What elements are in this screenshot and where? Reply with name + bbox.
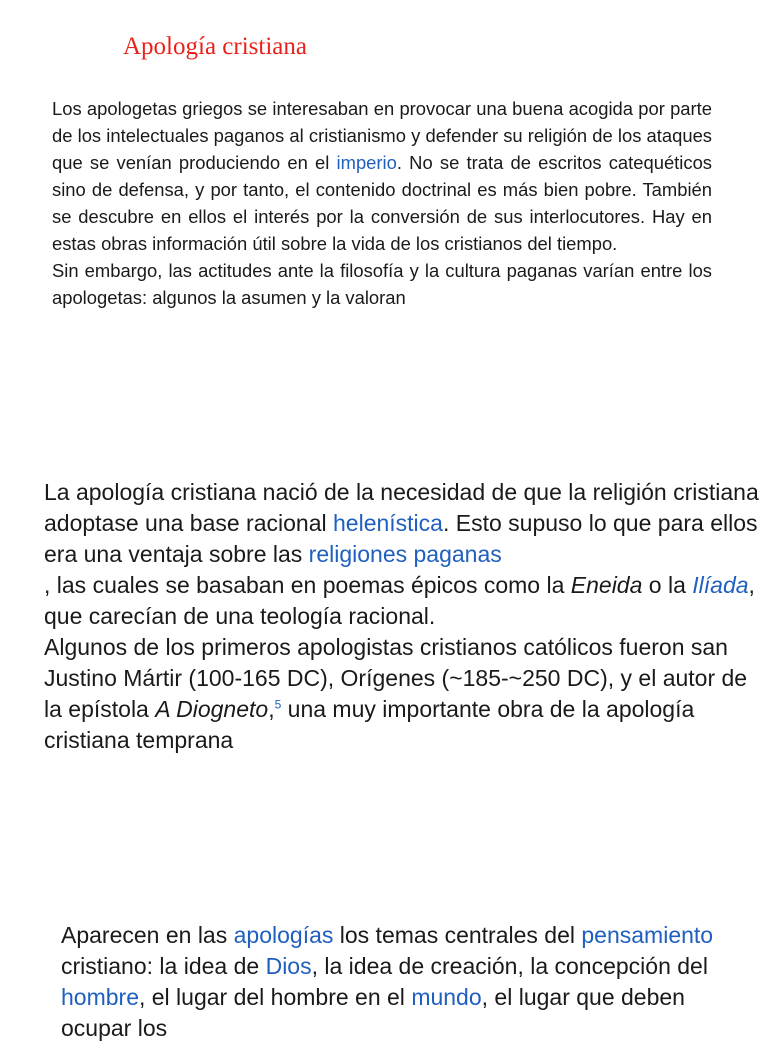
text-run: . No se trata de escritos catequéticos sino de defensa, y por tanto, el contenido doctrinal es más bien pobre. También se descubre en ellos el interés por la conversión de sus interlocutores. Hay en estas obras información útil sobre la vida de los cristianos del tiempo. — [52, 152, 712, 254]
page-title: Apología cristiana — [123, 33, 307, 60]
text-run: , el lugar del hombre en el — [138, 984, 412, 1010]
text-run: una muy importante obra de la apología cristiana temprana — [44, 696, 695, 753]
link-mundo[interactable]: mundo — [411, 984, 482, 1010]
themes-text-block — [61, 920, 751, 1044]
text-run: Aparecen en las — [61, 922, 234, 948]
link-religiones-paganas[interactable]: religiones paganas — [308, 541, 502, 567]
link-apologias[interactable]: apologías — [233, 922, 334, 948]
text-run: , las cuales se basaban en poemas épicos como la — [44, 572, 571, 598]
text-run: o la — [642, 572, 693, 598]
diogneto-title: A Diogneto — [155, 696, 269, 722]
footnote-link[interactable]: 5 — [274, 697, 282, 712]
text-run: , que carecían de una teología racional. — [44, 572, 755, 629]
text-run: , — [268, 696, 275, 722]
text-run: Los apologetas griegos se interesaban en provocar una buena acogida por parte de los intelectuales paganos al cristianismo y defender su religión de los ataques que se venían produciendo en el — [52, 98, 712, 173]
origin-text-block — [44, 477, 764, 756]
text-run: cristiano: la idea de — [61, 953, 266, 979]
text-run: los temas centrales del — [333, 922, 582, 948]
link-pensamiento[interactable]: pensamiento — [581, 922, 714, 948]
link-iliada[interactable]: Ilíada — [692, 572, 749, 598]
paragraph-apologetas — [52, 95, 712, 257]
text-run: , el lugar que deben ocupar los — [61, 984, 685, 1041]
link-hombre[interactable]: hombre — [61, 984, 139, 1010]
paragraph-temas — [61, 920, 751, 1044]
link-helenistica[interactable]: helenística — [333, 510, 443, 536]
link-imperio[interactable]: imperio — [336, 152, 397, 173]
text-run: La apología cristiana nació de la necesidad de que la religión cristiana adoptase una base racional — [44, 479, 759, 536]
paragraph-actitudes: Sin embargo, las actitudes ante la filosofía y la cultura paganas varían entre los apologetas: algunos la asumen y la valoran — [52, 260, 712, 308]
text-run: Algunos de los primeros apologistas cristianos católicos fueron san Justino Mártir (100-165 DC), Orígenes (~185-~250 DC), y el autor de la epístola — [44, 634, 748, 722]
text-run: , la idea de creación, la concepción del — [311, 953, 708, 979]
text-run: . Esto supuso lo que para ellos era una ventaja sobre las — [44, 510, 758, 567]
eneida-title: Eneida — [570, 572, 643, 598]
link-dios[interactable]: Dios — [265, 953, 312, 979]
intro-text-block — [52, 95, 712, 311]
paragraph-origen — [44, 477, 764, 632]
paragraph-apologistas — [44, 632, 764, 756]
